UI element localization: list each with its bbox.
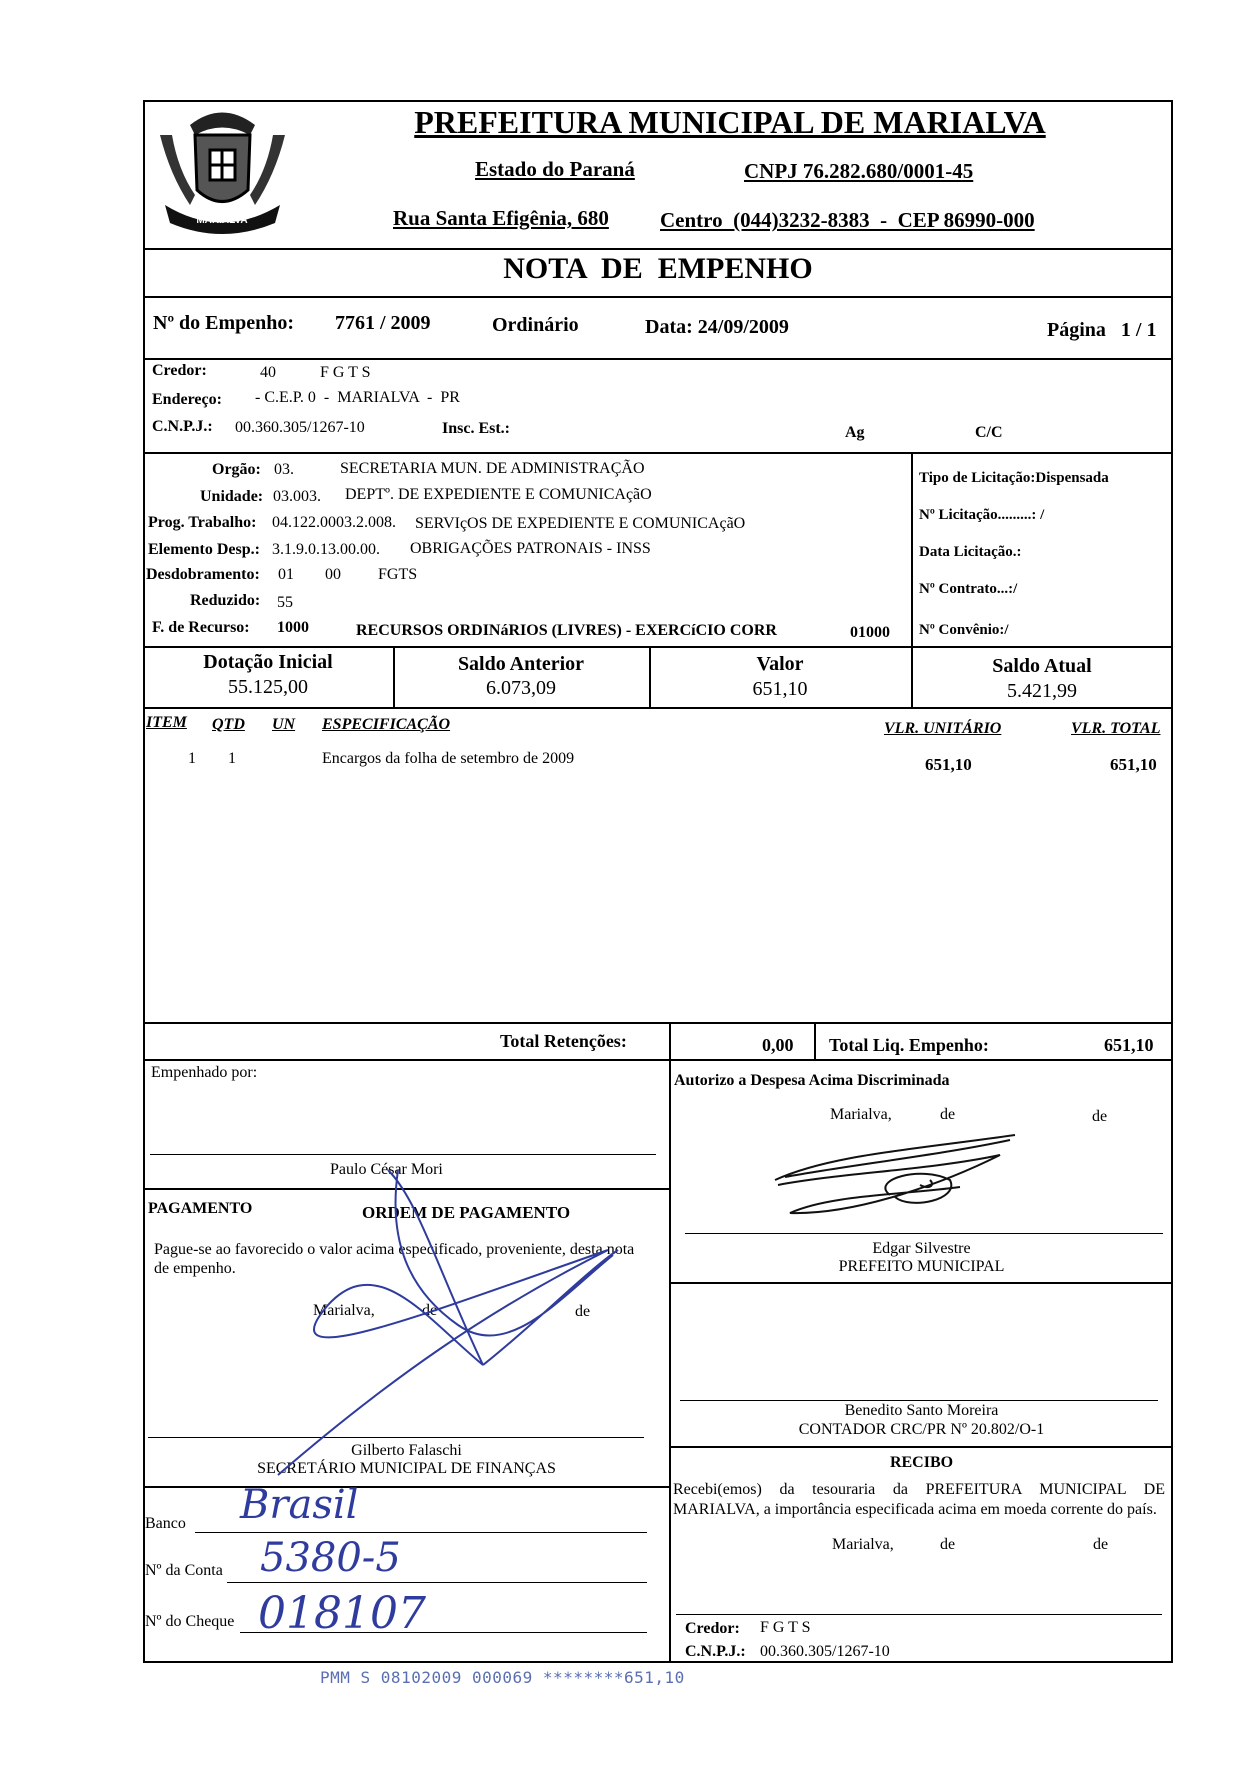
desd-name: FGTS (378, 566, 418, 583)
reduz-code: 55 (277, 594, 293, 611)
unidade-name: DEPTº. DE EXPEDIENTE E COMUNICAçãO (345, 486, 652, 503)
prog-label: Prog. Trabalho: (148, 514, 257, 531)
saldo-atual-label: Saldo Atual (992, 655, 1092, 677)
orgao-code: 03. (274, 461, 294, 478)
total-retencoes-label: Total Retenções: (500, 1031, 627, 1051)
total-retencoes-value: 0,00 (762, 1035, 794, 1055)
empenhado-label: Empenhado por: (151, 1064, 258, 1081)
conta-handwritten: 5380-5 (260, 1535, 401, 1581)
page-title: PREFEITURA MUNICIPAL DE MARIALVA (414, 104, 1046, 140)
credor-cnpj: 00.360.305/1267-10 (235, 419, 365, 436)
desd-label: Desdobramento: (146, 566, 260, 583)
data-licitacao: Data Licitação.: (919, 544, 1022, 560)
autorizo-de2: de (1092, 1108, 1108, 1125)
col-especificacao: ESPECIFICAÇÃO (322, 716, 451, 733)
cnpj-label: CNPJ 76.282.680/0001-45 (744, 159, 974, 183)
tipo-licitacao: Tipo de Licitação:Dispensada (919, 470, 1109, 486)
credor-address: - C.E.P. 0 - MARIALVA - PR (255, 389, 460, 406)
autorizo-role: PREFEITO MUNICIPAL (838, 1258, 1005, 1275)
contact-label: Centro (044)3232-8383 - CEP 86990-000 (660, 208, 1035, 232)
banco-label: Banco (145, 1515, 186, 1532)
total-liq-value: 651,10 (1104, 1035, 1154, 1055)
col-qtd: QTD (212, 716, 245, 733)
prog-code: 04.122.0003.2.008. (272, 514, 396, 531)
valor-value: 651,10 (752, 678, 808, 700)
total-liq-label: Total Liq. Empenho: (829, 1035, 989, 1055)
address-label: Rua Santa Efigênia, 680 (393, 206, 609, 230)
empenho-type: Ordinário (492, 314, 579, 336)
contador-role: CONTADOR CRC/PR Nº 20.802/O-1 (798, 1421, 1045, 1438)
credor-label: Credor: (152, 362, 207, 379)
dotacao-label: Dotação Inicial (203, 651, 333, 673)
recibo-de2: de (1093, 1536, 1109, 1553)
address-field-label: Endereço: (152, 391, 222, 408)
insc-label: Insc. Est.: (442, 420, 511, 437)
elem-code: 3.1.9.0.13.00.00. (272, 541, 380, 558)
empenhado-name: Paulo César Mori (330, 1161, 443, 1178)
empenho-date: Data: 24/09/2009 (645, 316, 789, 338)
recibo-credor-value: F G T S (760, 1619, 811, 1636)
doc-title: NOTA DE EMPENHO (503, 252, 813, 285)
recibo-cnpj-label: C.N.P.J.: (685, 1643, 746, 1660)
row-vlr-unitario: 651,10 (925, 755, 972, 774)
fonte-code: 1000 (277, 619, 309, 636)
state-label: Estado do Paraná (475, 157, 635, 181)
svg-text:MARIALVA: MARIALVA (196, 215, 248, 226)
pagamento-text: Pague-se ao favorecido o valor acima especificado, proveniente, desta nota de empenho. (154, 1241, 635, 1277)
empenho-number-label: Nº do Empenho: (153, 312, 295, 334)
conta-label: Nº da Conta (145, 1562, 223, 1579)
mayor-signature (770, 1125, 1030, 1225)
num-contrato: Nº Contrato...:/ (919, 581, 1018, 597)
saldo-atual-value: 5.421,99 (1007, 680, 1077, 702)
cnpj-field-label: C.N.P.J.: (152, 418, 213, 435)
ordem-pagamento-label: ORDEM DE PAGAMENTO (362, 1203, 571, 1222)
fonte-label: F. de Recurso: (152, 619, 250, 636)
autorizo-de1: de (940, 1106, 956, 1123)
pagamento-role: SECRETÁRIO MUNICIPAL DE FINANÇAS (257, 1460, 556, 1477)
coat-of-arms-seal (150, 95, 295, 243)
credor-code: 40 (260, 364, 276, 381)
recibo-cnpj-value: 00.360.305/1267-10 (760, 1643, 890, 1660)
orgao-label: Orgão: (212, 461, 261, 478)
finance-secretary-signature (268, 1160, 648, 1480)
saldo-anterior-label: Saldo Anterior (457, 653, 585, 675)
fonte-name: RECURSOS ORDINáRIOS (LIVRES) - EXERCíCIO CORR (356, 622, 777, 639)
prog-name: SERVIçOS DE EXPEDIENTE E COMUNICAçãO (415, 515, 746, 532)
autorizo-name: Edgar Silvestre (872, 1240, 971, 1257)
num-licitacao: Nº Licitação.........: / (919, 507, 1045, 523)
recibo-credor-label: Credor: (685, 1620, 740, 1637)
pagamento-label: PAGAMENTO (148, 1200, 253, 1217)
reduz-label: Reduzido: (190, 592, 261, 609)
pagamento-name: Gilberto Falaschi (351, 1442, 462, 1459)
saldo-anterior-value: 6.073,09 (486, 677, 556, 699)
pagamento-place: Marialva, (313, 1302, 375, 1319)
pagamento-de2: de (575, 1303, 591, 1320)
col-un: UN (272, 716, 296, 733)
ag-label: Ag (845, 424, 865, 441)
row-item: 1 (188, 750, 196, 767)
contador-name: Benedito Santo Moreira (844, 1402, 999, 1419)
recibo-de1: de (940, 1536, 956, 1553)
row-qtd: 1 (228, 750, 236, 767)
cheque-handwritten: 018107 (258, 1588, 426, 1639)
desd-b: 00 (325, 566, 341, 583)
row-especificacao: Encargos da folha de setembro de 2009 (322, 750, 575, 767)
unidade-code: 03.003. (273, 488, 321, 505)
desd-a: 01 (278, 566, 294, 583)
valor-label: Valor (756, 653, 804, 675)
elem-label: Elemento Desp.: (148, 541, 260, 558)
banco-handwritten: Brasil (240, 1482, 359, 1528)
col-vlr-unitario: VLR. UNITÁRIO (884, 720, 1002, 737)
pagamento-de1: de (422, 1302, 438, 1319)
orgao-name: SECRETARIA MUN. DE ADMINISTRAÇÃO (340, 460, 645, 477)
unidade-label: Unidade: (200, 488, 264, 505)
col-vlr-total: VLR. TOTAL (1071, 720, 1161, 737)
autorizo-place: Marialva, (830, 1106, 892, 1123)
dotacao-value: 55.125,00 (228, 676, 308, 698)
num-convenio: Nº Convênio:/ (919, 622, 1009, 638)
col-item: ITEM (146, 714, 187, 731)
page-number: Página 1 / 1 (1047, 319, 1157, 341)
empenho-number: 7761 / 2009 (335, 312, 431, 334)
machine-stamp: PMM S 08102009 000069 ********651,10 (320, 1668, 685, 1687)
elem-name: OBRIGAÇÕES PATRONAIS - INSS (410, 540, 651, 557)
cheque-label: Nº do Cheque (145, 1613, 235, 1630)
recibo-text: Recebi(emos) da tesouraria da PREFEITURA MUNICIPAL DE MARIALVA, a importância especificada acima em moeda corrente do país. (673, 1481, 1165, 1518)
autorizo-label: Autorizo a Despesa Acima Discriminada (674, 1072, 950, 1089)
fonte-num: 01000 (850, 624, 890, 641)
recibo-place: Marialva, (832, 1536, 894, 1553)
cc-label: C/C (975, 424, 1003, 441)
credor-name: F G T S (320, 364, 371, 381)
row-vlr-total: 651,10 (1110, 755, 1157, 774)
recibo-title: RECIBO (889, 1454, 954, 1471)
